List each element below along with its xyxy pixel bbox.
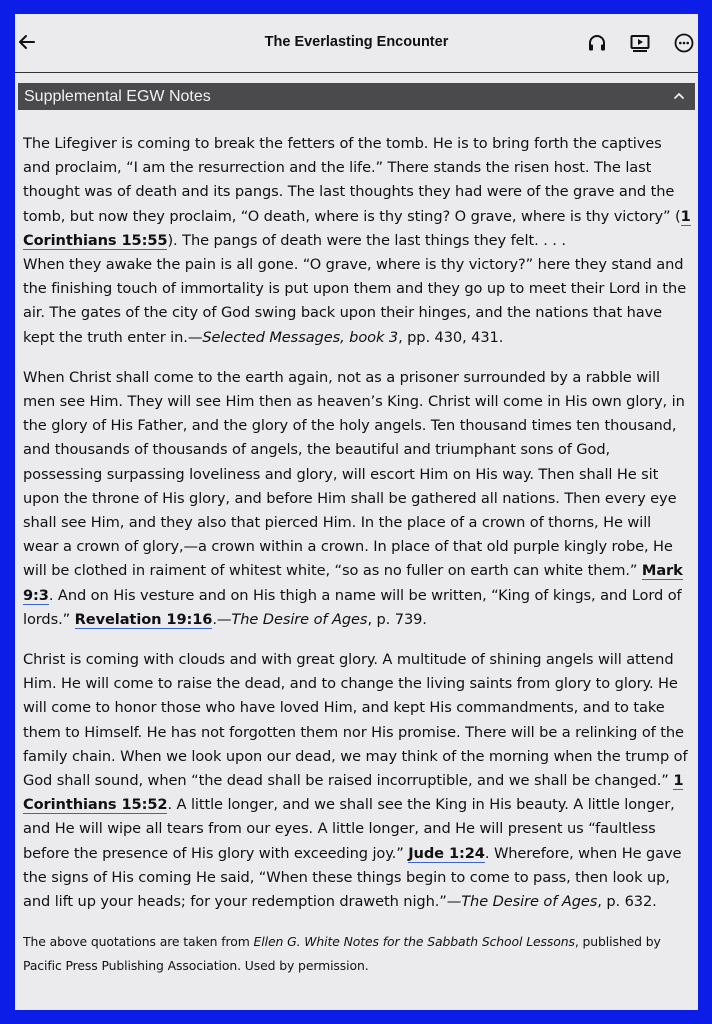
paragraph-text: . And on His vesture and on His thigh a name will be written, “King of kings, and Lord of lords.” bbox=[23, 586, 682, 628]
paragraph-text: .— bbox=[212, 610, 232, 628]
footnote-text: , published by Pacific Press Publishing Association. Used by permission. bbox=[23, 934, 661, 974]
paragraph-3 bbox=[23, 648, 691, 914]
source-title: Selected Messages, book 3 bbox=[202, 328, 399, 346]
scripture-link[interactable]: Jude 1:24 bbox=[408, 844, 485, 862]
header-divider bbox=[15, 72, 698, 73]
paragraph-text: . A little longer, and we shall see the King in His beauty. A little longer, and He will wipe all tears from our eyes. A little longer, and He will present us “faultless before the presence of His glory with exceeding joy.” bbox=[23, 796, 675, 862]
section-title: Supplemental EGW Notes bbox=[24, 88, 211, 105]
paragraph-text: ). The pangs of death were the last things they felt. . . . bbox=[167, 231, 566, 249]
source-title: The Desire of Ages bbox=[231, 610, 368, 628]
page-reference: , p. 739. bbox=[367, 610, 427, 628]
notes-content bbox=[23, 132, 691, 994]
page-reference: , pp. 430, 431. bbox=[398, 328, 504, 346]
paragraph-text: Christ is coming with clouds and with great glory. A multitude of shining angels will attend Him. He will come to raise the dead, and to change the living saints from glory to glory. He will come to honor those who have loved Him, and kept His commandments, and to take them to Himself. He has not forgotten them nor His promise. There will be a relinking of the family chain. When we look upon our dead, we may think of the morning when the trump of God shall sound, when “the dead shall be raised incorruptible, and we shall be changed.” bbox=[23, 651, 688, 790]
page-reference: , p. 632. bbox=[597, 893, 657, 911]
more-options-icon[interactable] bbox=[673, 32, 695, 54]
paragraph-2 bbox=[23, 366, 691, 632]
paragraph-text: The Lifegiver is coming to break the fetters of the tomb. He is to bring forth the captives and proclaim, “I am the resurrection and the life.” There stands the risen host. The last thought was of death and its pangs. The last thoughts they had were of the grave and the tomb, but now they proclaim, “O death, where is thy sting? O grave, where is thy victory” ( bbox=[23, 135, 681, 225]
scripture-link[interactable]: Mark 9:3 bbox=[23, 562, 683, 604]
play-video-icon[interactable] bbox=[629, 32, 651, 54]
footnote-text: The above quotations are taken from bbox=[23, 934, 254, 950]
paragraph-text: When they awake the pain is all gone. “O grave, where is thy victory?” here they stand and the finishing touch of immortality is put upon them and they go up to meet their Lord in the air. The gates of the city of God swing back upon their hinges, and the nations that have kept the truth enter in.— bbox=[23, 256, 687, 346]
paragraph-1 bbox=[23, 132, 691, 350]
app-screen bbox=[15, 14, 698, 1010]
chevron-up-icon[interactable] bbox=[673, 91, 685, 101]
scripture-link[interactable]: Revelation 19:16 bbox=[74, 610, 213, 628]
scripture-link[interactable]: 1 Corinthians 15:52 bbox=[23, 772, 684, 814]
paragraph-text: . Wherefore, when He gave the signs of His coming He said, “When these things begin to come to pass, then look up, and lift up your heads; for your redemption draweth nigh.”— bbox=[23, 844, 682, 911]
headphones-icon[interactable] bbox=[586, 32, 608, 54]
top-bar bbox=[15, 14, 698, 74]
page-title: The Everlasting Encounter bbox=[264, 34, 449, 50]
footnote-book-title: Ellen G. White Notes for the Sabbath School Lessons bbox=[253, 934, 575, 950]
footnote bbox=[23, 930, 691, 978]
scripture-link[interactable]: 1 Corinthians 15:55 bbox=[23, 207, 691, 249]
section-header-supplemental-notes[interactable] bbox=[18, 83, 695, 110]
paragraph-text: When Christ shall come to the earth again, not as a prisoner surrounded by a rabble will men see Him. They will see Him then as heaven’s King. Christ will come in His own glory, in the glory of His Father, and the glory of the holy angels. Ten thousand times ten thousand, and thousands of thousands of angels, the beautiful and triumphant sons of God, possessing surpassing loveliness and glory, will escort Him on His way. Then shall He sit upon the throne of His glory, and before Him shall be gathered all nations. Then every eye shall see Him, and they also that pierced Him. In the place of a crown of thorns, He will wear a crown of glory,—a crown within a crown. In place of that old purple kingly robe, He will be clothed in raiment of whitest white, “so as no fuller on earth can white them.” bbox=[23, 368, 685, 580]
source-title: The Desire of Ages bbox=[461, 893, 598, 911]
